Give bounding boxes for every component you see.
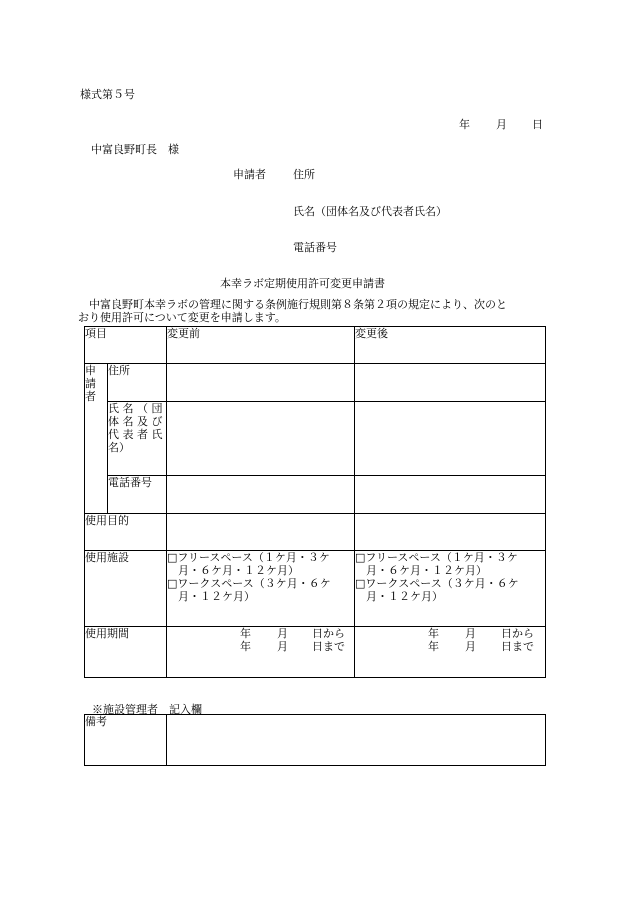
table-header-row — [85, 327, 546, 364]
body-line-1: 中富良野町本幸ラボの管理に関する条例施行規則第８条第２項の規定により、次のと — [78, 298, 507, 311]
applicant-vertical-label: 申 請 者 — [85, 364, 108, 514]
purpose-before-cell[interactable] — [167, 514, 355, 551]
period-before-cell[interactable] — [167, 627, 355, 678]
phone-after-cell[interactable] — [355, 476, 546, 514]
phone-label: 電話番号 — [108, 476, 167, 514]
addressee: 中富良野町長 様 — [91, 143, 179, 156]
purpose-label: 使用目的 — [85, 514, 167, 551]
name-row — [85, 402, 546, 476]
header-item: 項目 — [85, 327, 167, 364]
applicant-phone-label: 電話番号 — [293, 241, 337, 254]
period-after-to: 年 月 日まで — [428, 640, 534, 653]
admin-section-heading: ※施設管理者 記入欄 — [92, 703, 202, 716]
address-row — [85, 364, 546, 402]
address-before-cell[interactable] — [167, 364, 355, 402]
remarks-label: 備考 — [85, 715, 167, 766]
name-after-cell[interactable] — [355, 402, 546, 476]
date-month-label: 月 — [496, 118, 507, 131]
period-after-cell[interactable] — [355, 627, 546, 678]
applicant-label: 申請者 — [233, 168, 266, 181]
purpose-after-cell[interactable] — [355, 514, 546, 551]
date-year-label: 年 — [459, 118, 470, 131]
date-day-label: 日 — [532, 118, 543, 131]
body-paragraph — [78, 298, 546, 324]
form-number: 様式第５号 — [80, 88, 135, 101]
body-line-2: おり使用許可について変更を申請します。 — [78, 311, 286, 324]
period-before-from: 年 月 日から — [240, 627, 345, 640]
applicant-name-label: 氏名（団体名及び代表者氏名） — [293, 205, 447, 218]
name-before-cell[interactable] — [167, 402, 355, 476]
phone-before-cell[interactable] — [167, 476, 355, 514]
remarks-row — [85, 715, 546, 766]
period-after-from: 年 月 日から — [428, 627, 534, 640]
applicant-address-label: 住所 — [293, 168, 315, 181]
address-after-cell[interactable] — [355, 364, 546, 402]
purpose-row — [85, 514, 546, 551]
facility-label: 使用施設 — [85, 551, 167, 627]
facility-row — [85, 551, 546, 627]
period-row — [85, 627, 546, 678]
change-request-table — [84, 326, 546, 678]
document-title: 本幸ラボ定期使用許可変更申請書 — [220, 277, 385, 290]
header-after: 変更後 — [355, 327, 546, 364]
header-before: 変更前 — [167, 327, 355, 364]
name-label: 氏 名 （ 団 体 名 及 び 代 表 者 氏 名） — [108, 402, 167, 476]
period-before-to: 年 月 日まで — [240, 640, 345, 653]
period-label: 使用期間 — [85, 627, 167, 678]
address-label: 住所 — [108, 364, 167, 402]
admin-table — [84, 714, 546, 766]
phone-row — [85, 476, 546, 514]
facility-before-options[interactable]: □フリースペース（１ケ月・３ケ 月・６ケ月・１２ケ月） □ワークスペース（３ケ月・６ケ 月・１２ケ月） — [167, 551, 355, 627]
facility-after-options[interactable]: □フリースペース（１ケ月・３ケ 月・６ケ月・１２ケ月） □ワークスペース（３ケ月・６ケ 月・１２ケ月） — [355, 551, 546, 627]
remarks-cell[interactable] — [167, 715, 546, 766]
